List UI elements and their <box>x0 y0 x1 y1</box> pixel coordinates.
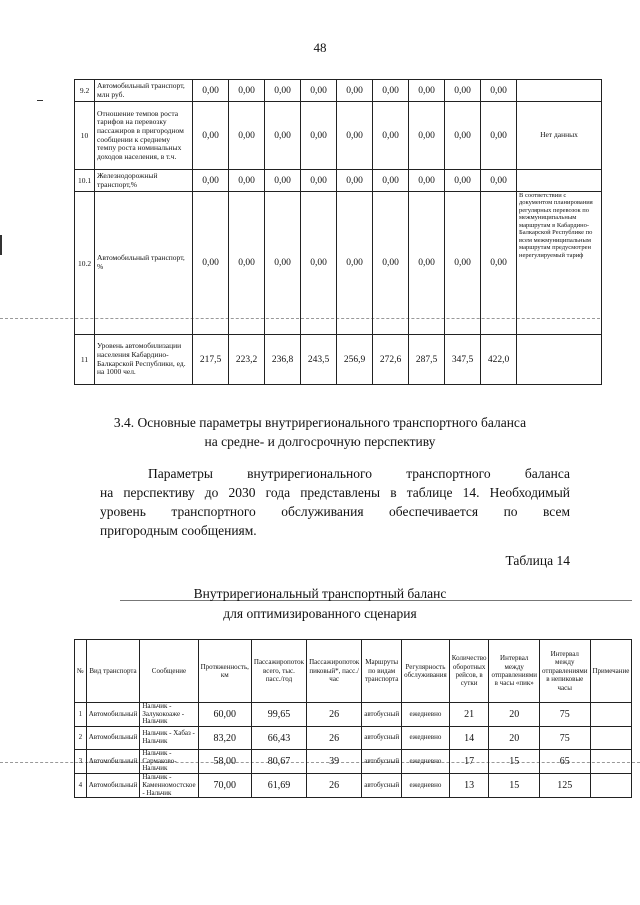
row-label: Отношение темпов роста тарифов на перевозку пассажиров в пригородном сообщении к среднему темпу роста номинальных доходов населения, в т.ч. <box>95 102 193 170</box>
cell-value: 0,00 <box>373 170 409 192</box>
cell-value: 0,00 <box>373 102 409 170</box>
table-row <box>75 102 602 170</box>
cell-value: 243,5 <box>301 335 337 385</box>
scan-edge-mark <box>37 100 43 101</box>
table-row <box>75 192 602 335</box>
passenger-flow: 66,43 <box>251 727 306 750</box>
row-label: Уровень автомобилизации населения Кабардино-Балкарской Республики, ед. на 1000 чел. <box>95 335 193 385</box>
column-header: Протяженность, км <box>198 640 251 703</box>
table-title-line: для оптимизированного сценария <box>223 606 417 621</box>
transport-mode: автобусный <box>362 774 402 798</box>
peak-interval: 15 <box>489 774 540 798</box>
row-index: 10 <box>75 102 95 170</box>
row-index: 9.2 <box>75 80 95 102</box>
cell-value: 256,9 <box>337 335 373 385</box>
column-header: Примечание <box>590 640 632 703</box>
row-index: 10.2 <box>75 192 95 335</box>
column-header: Количество оборотных рейсов, в сутки <box>449 640 489 703</box>
peak-interval: 15 <box>489 750 540 774</box>
cell-value: 0,00 <box>265 80 301 102</box>
route-name: Нальчик - Сармаково-Нальчик <box>140 750 198 774</box>
passenger-flow: 80,67 <box>251 750 306 774</box>
cell-value: 0,00 <box>265 170 301 192</box>
row-note: В соответствии с документом планирования регулярных перевозок по межмуниципальным маршрутам в Кабардино-Балкарской Республике по всем межмуниципальным маршрутам предусмотрен нерегулируемый тариф <box>517 192 602 335</box>
column-header: Пассажиропоток пиковый*, пасс./час <box>307 640 362 703</box>
cell-value: 0,00 <box>301 80 337 102</box>
row-number: 2 <box>75 727 87 750</box>
cell-value: 0,00 <box>373 80 409 102</box>
table-title <box>0 584 640 624</box>
scan-edge-mark <box>0 235 2 255</box>
column-header: № <box>75 640 87 703</box>
transport-mode: автобусный <box>362 703 402 727</box>
cell-value: 0,00 <box>193 102 229 170</box>
page-number: 48 <box>313 40 327 55</box>
cell-value: 0,00 <box>373 192 409 335</box>
peak-flow: 26 <box>307 774 362 798</box>
row-label: Автомобильный транспорт, млн руб. <box>95 80 193 102</box>
cell-value: 0,00 <box>409 80 445 102</box>
service-regularity: ежедневно <box>402 703 450 727</box>
column-header: Пассажиропоток всего, тыс. пасс./год <box>251 640 306 703</box>
peak-interval: 20 <box>489 727 540 750</box>
cell-value: 0,00 <box>445 80 481 102</box>
cell-value: 0,00 <box>229 170 265 192</box>
peak-flow: 26 <box>307 727 362 750</box>
row-note <box>590 703 632 727</box>
paragraph-line: пригородным сообщениям. <box>100 523 257 538</box>
section-heading-line: 3.4. Основные параметры внутрирегионального транспортного баланса <box>113 415 527 430</box>
row-note <box>517 80 602 102</box>
trip-count: 14 <box>449 727 489 750</box>
cell-value: 0,00 <box>229 192 265 335</box>
paragraph-line: уровень транспортного обслуживания обеспечивается по всем <box>100 504 570 519</box>
row-index: 10.1 <box>75 170 95 192</box>
cell-value: 272,6 <box>373 335 409 385</box>
transport-mode: автобусный <box>362 750 402 774</box>
table-caption: Таблица 14 <box>505 553 570 568</box>
row-label: Железнодорожный транспорт,% <box>95 170 193 192</box>
peak-flow: 26 <box>307 703 362 727</box>
offpeak-interval: 75 <box>539 703 590 727</box>
transport-type: Автомобильный <box>86 703 140 727</box>
row-number: 3 <box>75 750 87 774</box>
passenger-flow: 61,69 <box>251 774 306 798</box>
table-row <box>75 774 632 798</box>
row-number: 4 <box>75 774 87 798</box>
cell-value: 0,00 <box>265 102 301 170</box>
row-note <box>517 170 602 192</box>
peak-flow: 39 <box>307 750 362 774</box>
peak-interval: 20 <box>489 703 540 727</box>
paragraph-line: на перспективу до 2030 года представлены в таблице 14. Необходимый <box>100 485 570 500</box>
cell-value: 0,00 <box>265 192 301 335</box>
offpeak-interval: 125 <box>539 774 590 798</box>
cell-value: 0,00 <box>337 192 373 335</box>
cell-value: 0,00 <box>481 170 517 192</box>
offpeak-interval: 75 <box>539 727 590 750</box>
service-regularity: ежедневно <box>402 750 450 774</box>
cell-value: 0,00 <box>193 170 229 192</box>
cell-value: 0,00 <box>193 80 229 102</box>
cell-value: 0,00 <box>229 80 265 102</box>
section-heading <box>0 413 640 451</box>
route-length: 70,00 <box>198 774 251 798</box>
row-index: 11 <box>75 335 95 385</box>
route-name: Нальчик - Залукокоаже - Нальчик <box>140 703 198 727</box>
cell-value: 0,00 <box>301 192 337 335</box>
row-number: 1 <box>75 703 87 727</box>
section-heading-line: на средне- и долгосрочную перспективу <box>204 434 436 449</box>
transport-mode: автобусный <box>362 727 402 750</box>
row-label: Автомобильный транспорт, % <box>95 192 193 335</box>
trip-count: 17 <box>449 750 489 774</box>
column-header: Интервал между отправлениями в часы «пик» <box>489 640 540 703</box>
row-note <box>517 335 602 385</box>
cell-value: 0,00 <box>229 102 265 170</box>
trip-count: 21 <box>449 703 489 727</box>
table-row <box>75 80 602 102</box>
column-header: Вид транспорта <box>86 640 140 703</box>
indicators-table <box>74 79 602 385</box>
cell-value: 0,00 <box>481 80 517 102</box>
transport-type: Автомобильный <box>86 774 140 798</box>
row-note <box>590 774 632 798</box>
cell-value: 0,00 <box>409 102 445 170</box>
offpeak-interval: 65 <box>539 750 590 774</box>
table-row <box>75 727 632 750</box>
transport-balance-table <box>74 639 632 798</box>
cell-value: 347,5 <box>445 335 481 385</box>
cell-value: 0,00 <box>445 102 481 170</box>
cell-value: 0,00 <box>193 192 229 335</box>
table-row <box>75 750 632 774</box>
cell-value: 223,2 <box>229 335 265 385</box>
row-note <box>590 727 632 750</box>
cell-value: 236,8 <box>265 335 301 385</box>
cell-value: 0,00 <box>409 170 445 192</box>
cell-value: 287,5 <box>409 335 445 385</box>
cell-value: 0,00 <box>445 192 481 335</box>
cell-value: 0,00 <box>445 170 481 192</box>
table-row <box>75 335 602 385</box>
body-paragraph <box>100 464 570 540</box>
column-header: Интервал между отправлениями в непиковые часы <box>539 640 590 703</box>
route-length: 60,00 <box>198 703 251 727</box>
cell-value: 0,00 <box>481 102 517 170</box>
table-header-row <box>75 640 632 703</box>
service-regularity: ежедневно <box>402 727 450 750</box>
route-name: Нальчик - Каменномостское - Нальчик <box>140 774 198 798</box>
column-header: Сообщение <box>140 640 198 703</box>
route-name: Нальчик - Хабаз - Нальчик <box>140 727 198 750</box>
cell-value: 0,00 <box>409 192 445 335</box>
route-length: 58,00 <box>198 750 251 774</box>
column-header: Регулярность обслуживания <box>402 640 450 703</box>
row-note: Нет данных <box>517 102 602 170</box>
transport-type: Автомобильный <box>86 727 140 750</box>
cell-value: 0,00 <box>337 170 373 192</box>
passenger-flow: 99,65 <box>251 703 306 727</box>
transport-type: Автомобильный <box>86 750 140 774</box>
cell-value: 0,00 <box>301 170 337 192</box>
cell-value: 0,00 <box>337 102 373 170</box>
cell-value: 0,00 <box>337 80 373 102</box>
cell-value: 0,00 <box>301 102 337 170</box>
table-row <box>75 170 602 192</box>
route-length: 83,20 <box>198 727 251 750</box>
cell-value: 217,5 <box>193 335 229 385</box>
table-title-line: Внутрирегиональный транспортный баланс <box>193 586 447 601</box>
service-regularity: ежедневно <box>402 774 450 798</box>
table-row <box>75 703 632 727</box>
row-note <box>590 750 632 774</box>
column-header: Маршруты по видам транспорта <box>362 640 402 703</box>
paragraph-line: Параметры внутрирегионального транспортного баланса <box>148 466 570 481</box>
cell-value: 422,0 <box>481 335 517 385</box>
trip-count: 13 <box>449 774 489 798</box>
cell-value: 0,00 <box>481 192 517 335</box>
